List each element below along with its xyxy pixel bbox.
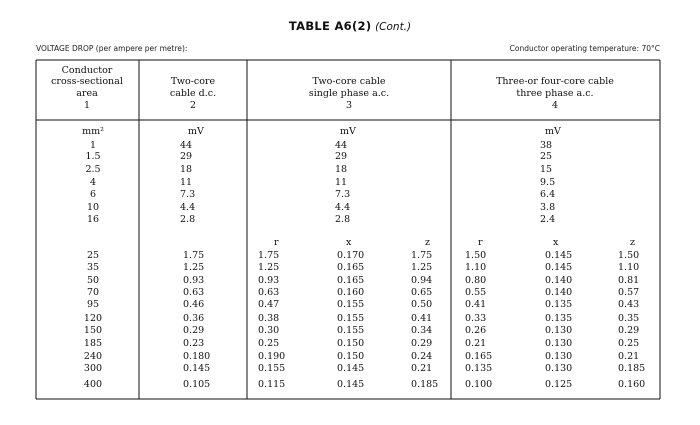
single-phase-cell: 44 [335, 140, 348, 151]
single-phase-r-cell: 0.47 [258, 299, 280, 310]
dc-cell: 11 [180, 177, 193, 188]
column-headers [51, 65, 614, 111]
area-cell: 2.5 [85, 164, 101, 175]
dc-cell: 0.46 [183, 299, 205, 310]
area-cell: 16 [86, 214, 100, 225]
header-col2-line2: cable d.c. [169, 88, 217, 99]
dc-cell: 0.63 [183, 287, 205, 298]
single-phase-z-cell: 0.21 [411, 363, 433, 374]
area-cell: 50 [86, 275, 100, 286]
single-phase-x-cell: 0.155 [337, 313, 365, 324]
three-phase-z-cell: 0.57 [618, 287, 640, 298]
three-phase-x-cell: 0.145 [545, 250, 573, 261]
area-cell: 150 [83, 325, 103, 336]
single-phase-z-cell: 0.185 [411, 379, 439, 390]
unit-col4: mV [545, 126, 561, 137]
three-phase-r-cell: 0.80 [465, 275, 487, 286]
area-cell: 400 [83, 379, 103, 390]
three-phase-z-cell: 0.43 [618, 299, 640, 310]
area-cell: 1.5 [85, 151, 101, 162]
single-phase-r-cell: 0.38 [258, 313, 280, 324]
three-phase-r-cell: 0.165 [465, 351, 493, 362]
single-phase-z-cell: 0.24 [411, 351, 433, 362]
header-col4-line1: Three-or four-core cable [496, 76, 614, 87]
single-phase-z-cell: 0.94 [411, 275, 433, 286]
three-phase-cell: 2.4 [540, 214, 556, 225]
single-phase-z-cell: 0.65 [411, 287, 433, 298]
single-phase-z-cell: 0.34 [411, 325, 433, 336]
unit-area: mm² [82, 126, 104, 137]
three-phase-z-cell: 0.25 [618, 338, 640, 349]
dc-cell: 1.25 [183, 262, 205, 273]
single-phase-x-cell: 0.155 [337, 299, 365, 310]
three-phase-cell: 9.5 [540, 177, 556, 188]
single-phase-r-cell: 1.25 [258, 262, 280, 273]
header-col3-line2: single phase a.c. [308, 88, 390, 99]
three-phase-x-cell: 0.140 [545, 275, 573, 286]
sub-header-z-single: z [425, 237, 431, 248]
area-cell: 35 [86, 262, 100, 273]
single-phase-x-cell: 0.145 [337, 363, 365, 374]
single-phase-cell: 7.3 [335, 189, 351, 200]
small-size-rows [85, 140, 555, 225]
single-phase-r-cell: 0.190 [258, 351, 286, 362]
three-phase-x-cell: 0.130 [545, 363, 573, 374]
header-col1-line1: Conductor [61, 65, 113, 76]
three-phase-r-cell: 0.55 [465, 287, 487, 298]
three-phase-z-cell: 0.21 [618, 351, 640, 362]
single-phase-x-cell: 0.150 [337, 351, 365, 362]
area-cell: 120 [83, 313, 103, 324]
area-cell: 4 [89, 177, 97, 188]
single-phase-cell: 18 [335, 164, 348, 175]
single-phase-z-cell: 1.75 [411, 250, 433, 261]
three-phase-r-cell: 0.33 [465, 313, 487, 324]
unit-col3: mV [340, 126, 356, 137]
three-phase-cell: 3.8 [540, 202, 556, 213]
three-phase-z-cell: 0.81 [618, 275, 640, 286]
single-phase-r-cell: 0.93 [258, 275, 280, 286]
sub-header-row [274, 237, 635, 248]
table-title-cont: (Cont.) [375, 21, 412, 33]
three-phase-z-cell: 0.185 [618, 363, 646, 374]
area-cell: 70 [86, 287, 100, 298]
three-phase-x-cell: 0.130 [545, 351, 573, 362]
three-phase-cell: 6.4 [540, 189, 556, 200]
area-cell: 6 [89, 189, 97, 200]
dc-cell: 4.4 [180, 202, 196, 213]
single-phase-x-cell: 0.160 [337, 287, 365, 298]
three-phase-x-cell: 0.135 [545, 313, 573, 324]
three-phase-r-cell: 0.26 [465, 325, 487, 336]
area-cell: 10 [86, 202, 100, 213]
three-phase-r-cell: 0.135 [465, 363, 493, 374]
single-phase-x-cell: 0.170 [337, 250, 365, 261]
three-phase-z-cell: 0.35 [618, 313, 640, 324]
header-col2-number: 2 [189, 100, 197, 111]
dc-cell: 1.75 [183, 250, 205, 261]
sub-header-x-single: x [346, 237, 352, 248]
single-phase-z-cell: 0.50 [411, 299, 433, 310]
header-col4-line2: three phase a.c. [516, 88, 594, 99]
three-phase-r-cell: 1.10 [465, 262, 487, 273]
three-phase-r-cell: 1.50 [465, 250, 487, 261]
dc-cell: 2.8 [180, 214, 196, 225]
unit-col2: mV [188, 126, 204, 137]
single-phase-x-cell: 0.165 [337, 262, 365, 273]
area-cell: 25 [86, 250, 100, 261]
three-phase-z-cell: 1.50 [618, 250, 640, 261]
single-phase-r-cell: 1.75 [258, 250, 280, 261]
header-col2-line1: Two-core [170, 76, 216, 87]
area-cell: 1 [89, 140, 97, 151]
header-col3-number: 3 [345, 100, 353, 111]
single-phase-x-cell: 0.150 [337, 338, 365, 349]
three-phase-cell: 38 [540, 140, 553, 151]
single-phase-r-cell: 0.63 [258, 287, 280, 298]
three-phase-x-cell: 0.130 [545, 338, 573, 349]
header-col3-line1: Two-core cable [312, 76, 386, 87]
single-phase-r-cell: 0.30 [258, 325, 280, 336]
three-phase-x-cell: 0.130 [545, 325, 573, 336]
dc-cell: 0.23 [183, 338, 205, 349]
three-phase-z-cell: 0.29 [618, 325, 640, 336]
single-phase-r-cell: 0.155 [258, 363, 286, 374]
voltage-drop-caption: VOLTAGE DROP (per ampere per metre): [36, 44, 188, 53]
single-phase-z-cell: 0.41 [411, 313, 433, 324]
single-phase-z-cell: 1.25 [411, 262, 433, 273]
table-title-main: TABLE A6(2) [288, 19, 372, 33]
dc-cell: 29 [180, 151, 193, 162]
single-phase-r-cell: 0.25 [258, 338, 280, 349]
single-phase-x-cell: 0.165 [337, 275, 365, 286]
area-cell: 300 [83, 363, 103, 374]
dc-cell: 18 [180, 164, 193, 175]
single-phase-cell: 2.8 [335, 214, 351, 225]
operating-temperature-caption: Conductor operating temperature: 70°C [509, 44, 660, 53]
sub-header-r-single: r [274, 237, 279, 248]
three-phase-cell: 15 [540, 164, 553, 175]
header-col1-line3: area [76, 88, 98, 99]
dc-cell: 0.180 [183, 351, 211, 362]
sub-header-r-three: r [478, 237, 483, 248]
header-col1-line2: cross-sectional [51, 76, 123, 87]
single-phase-cell: 4.4 [335, 202, 351, 213]
dc-cell: 0.93 [183, 275, 205, 286]
area-cell: 95 [86, 299, 100, 310]
three-phase-x-cell: 0.140 [545, 287, 573, 298]
three-phase-x-cell: 0.135 [545, 299, 573, 310]
three-phase-z-cell: 1.10 [618, 262, 640, 273]
three-phase-r-cell: 0.21 [465, 338, 487, 349]
single-phase-cell: 29 [335, 151, 348, 162]
dc-cell: 0.36 [183, 313, 205, 324]
three-phase-x-cell: 0.125 [545, 379, 573, 390]
three-phase-z-cell: 0.160 [618, 379, 646, 390]
area-cell: 185 [83, 338, 103, 349]
three-phase-r-cell: 0.41 [465, 299, 487, 310]
single-phase-z-cell: 0.29 [411, 338, 433, 349]
single-phase-x-cell: 0.155 [337, 325, 365, 336]
sub-header-x-three: x [553, 237, 559, 248]
sub-header-z-three: z [630, 237, 636, 248]
header-col1-number: 1 [83, 100, 91, 111]
single-phase-x-cell: 0.145 [337, 379, 365, 390]
three-phase-r-cell: 0.100 [465, 379, 493, 390]
area-cell: 240 [83, 351, 103, 362]
dc-cell: 7.3 [180, 189, 196, 200]
dc-cell: 44 [180, 140, 193, 151]
large-size-rows [84, 250, 645, 390]
three-phase-cell: 25 [540, 151, 553, 162]
single-phase-cell: 11 [335, 177, 348, 188]
single-phase-r-cell: 0.115 [258, 379, 286, 390]
three-phase-x-cell: 0.145 [545, 262, 573, 273]
dc-cell: 0.105 [183, 379, 211, 390]
dc-cell: 0.145 [183, 363, 211, 374]
unit-row [82, 126, 561, 137]
dc-cell: 0.29 [183, 325, 205, 336]
header-col4-number: 4 [551, 100, 559, 111]
